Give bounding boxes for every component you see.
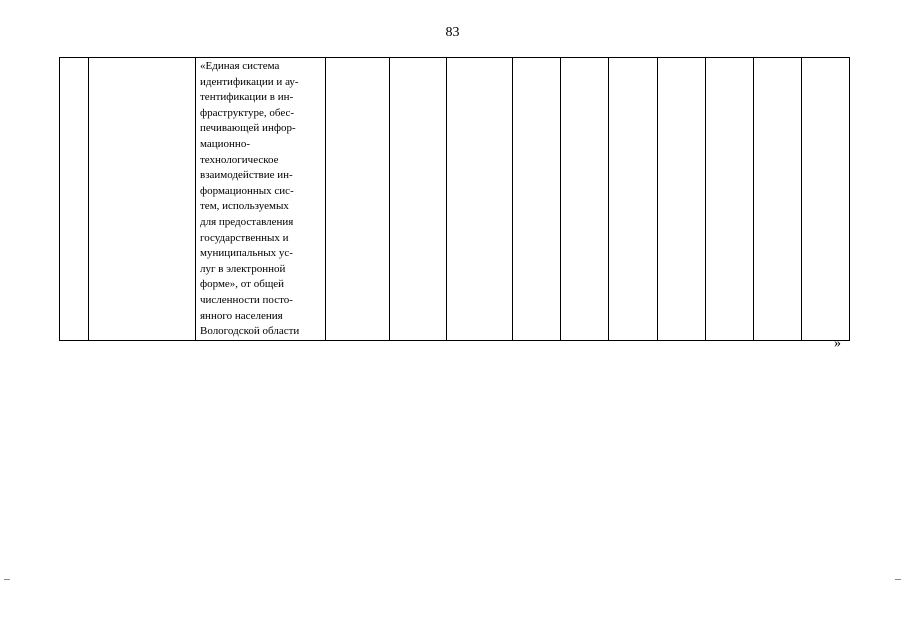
text-line: луг в электронной: [200, 262, 286, 275]
text-line: взаимодействие ин-: [200, 169, 293, 182]
table-cell-7: [513, 58, 561, 341]
text-line: фраструктуре, обес-: [200, 106, 295, 119]
text-line: формационных сис-: [200, 184, 294, 197]
table-cell-6: [447, 58, 513, 341]
text-line: идентификации и ау-: [200, 75, 299, 88]
text-line: численности посто-: [200, 293, 293, 306]
table-cell-11: [706, 58, 754, 341]
table-cell-4: [326, 58, 390, 341]
text-line: для предоставления: [200, 215, 294, 228]
text-line: мационно-: [200, 137, 250, 150]
text-line: технологическое: [200, 153, 279, 166]
table-cell-9: [609, 58, 658, 341]
text-line: тем, используемых: [200, 200, 289, 213]
text-line: Вологодской области: [200, 325, 300, 338]
page-number: 83: [445, 25, 460, 40]
table-cell-1: [60, 58, 89, 341]
scan-edge-mark-left: [4, 579, 10, 580]
table-cell-2: [89, 58, 196, 341]
table-cell-5: [390, 58, 447, 341]
table-row: [60, 58, 850, 341]
table-cell-13: [802, 58, 850, 341]
text-line: муниципальных ус-: [200, 247, 293, 260]
indicator-description-cell: [196, 58, 326, 341]
text-line: форме», от общей: [200, 278, 285, 291]
text-line: государственных и: [200, 231, 289, 244]
text-line: янного населения: [200, 309, 283, 322]
data-table: [59, 57, 850, 341]
table-cell-10: [658, 58, 706, 341]
text-line: «Единая система: [200, 60, 280, 72]
table-cell-8: [561, 58, 609, 341]
closing-quote-mark: »: [834, 336, 841, 351]
scan-edge-mark-right: [895, 579, 901, 580]
table-cell-12: [754, 58, 802, 341]
text-line: тентификации в ин-: [200, 91, 294, 104]
text-line: печивающей инфор-: [200, 122, 296, 135]
